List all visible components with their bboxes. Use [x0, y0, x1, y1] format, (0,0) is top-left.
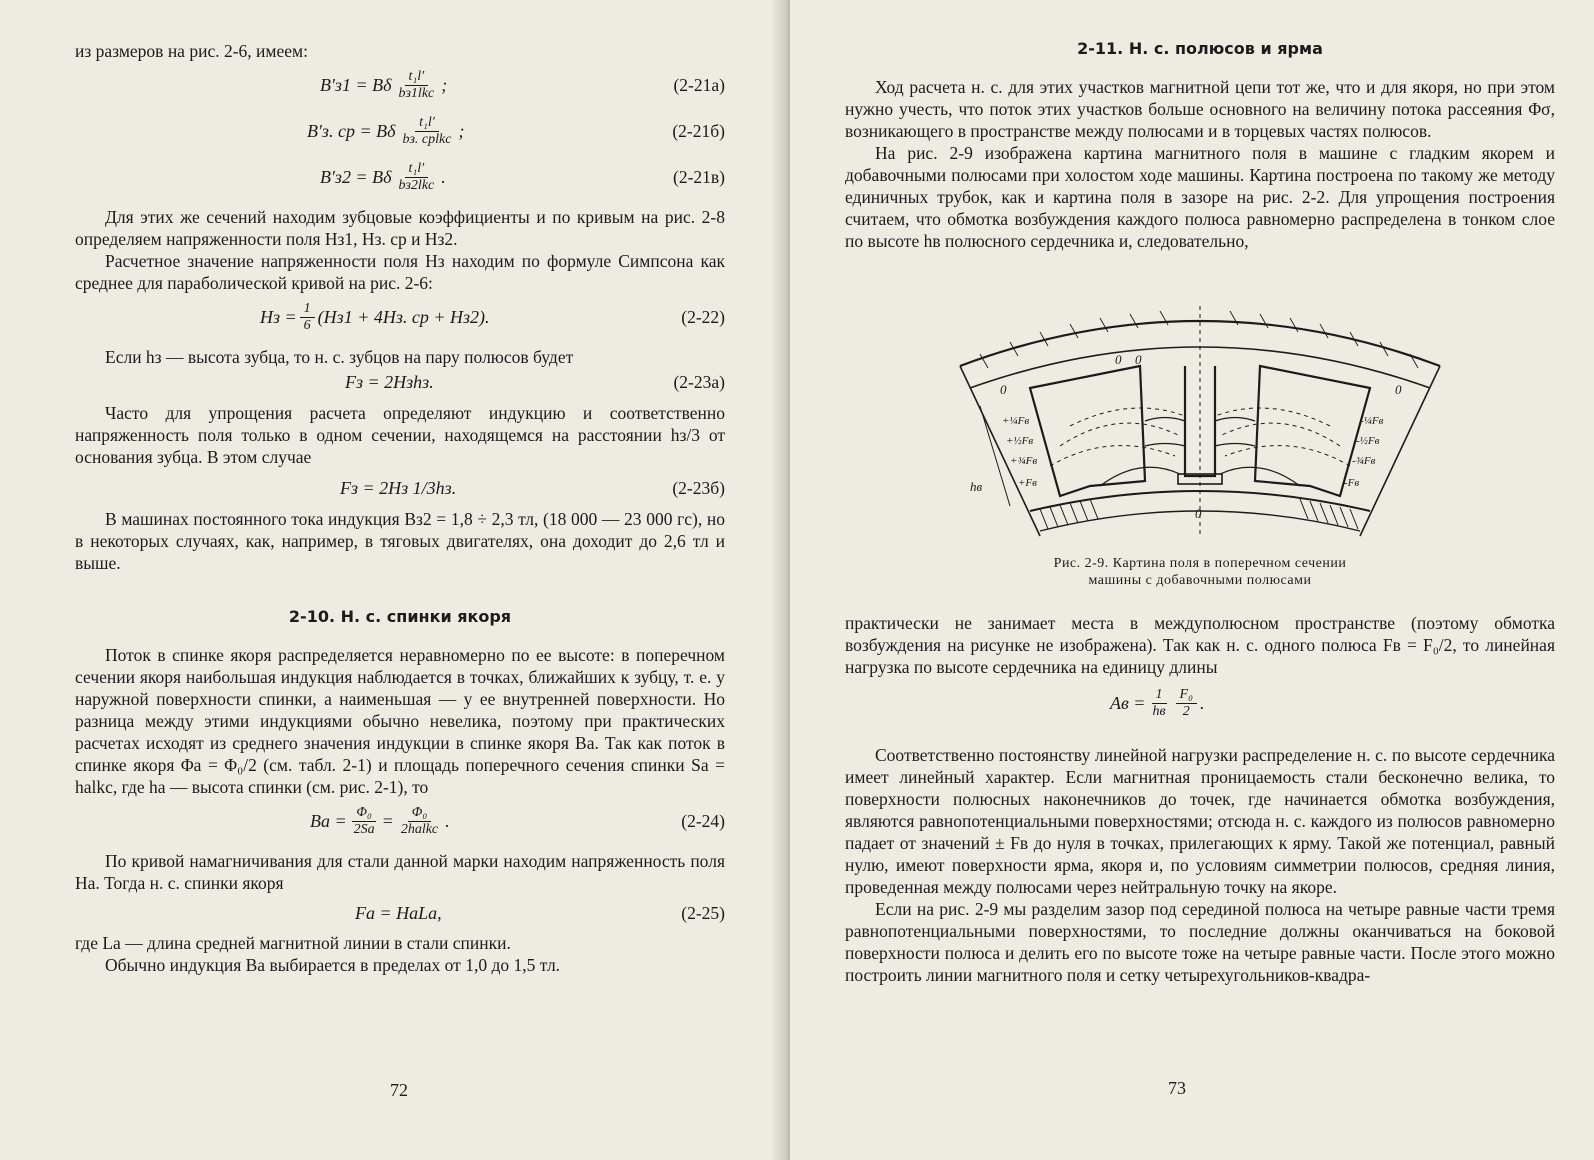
paragraph: Для этих же сечений находим зубцовые коэффициенты и по кривым на рис. 2-8 определяем напряженности поля Hз1, Hз. ср и Hз2. — [75, 207, 725, 249]
label-zero: 0 — [1195, 506, 1202, 521]
paragraph: Обычно индукция Ba выбирается в пределах от 1,0 до 1,5 тл. — [105, 955, 561, 975]
label-potential: -Fв — [1344, 477, 1360, 489]
label-potential: +Fв — [1018, 477, 1037, 489]
equation-number: (2-21в) — [673, 167, 725, 187]
label-potential: -¼Fв — [1360, 415, 1384, 427]
formula-2-25: Fa = HaLa, (2-25) — [355, 903, 725, 923]
label-potential: +¼Fв — [1002, 415, 1030, 427]
page-number: 72 — [390, 1080, 408, 1100]
equation-number: (2-25) — [681, 903, 725, 923]
section-heading: 2-10. Н. с. спинки якоря — [288, 607, 512, 626]
equation-number: (2-21б) — [672, 121, 725, 141]
label-zero: 0 — [1135, 352, 1142, 367]
formula-2-21c: B′з2 = Bδ $\frac{\text{t₁l′}}{\text{bз2lkc}}$ . (2-21в) — [320, 160, 725, 193]
formula-2-22: Hз = $\frac{1}{6}$ (Hз1 + 4Hз. ср + Hз2). (2-22) — [260, 300, 725, 333]
left-column — [75, 40, 725, 976]
label-zero: 0 — [1115, 352, 1122, 367]
paragraph: По кривой намагничивания для стали данной марки находим напряженность поля Ha. Тогда н. с. спинки якоря — [75, 851, 725, 893]
paragraph: Ход расчета н. с. для этих участков магнитной цепи тот же, что и для якоря, но при этом нужно учесть, что поток этих участков больше основного на величину потока рассеяния Φσ, возникающего в пространстве между полюсами и в торцевых частях полюсов. — [845, 77, 1555, 141]
label-potential: -¾Fв — [1352, 455, 1376, 467]
formula-2-21a: B′з1 = Bδ $\frac{\text{t₁l′}}{\text{bз1lkc}}$ ; (2-21а) — [320, 68, 725, 101]
paragraph: где La — длина средней магнитной линии в стали спинки. — [75, 933, 511, 953]
paragraph: Часто для упрощения расчета определяют индукцию и соответственно напряженность поля только в одном сечении, находящемся на расстоянии hз/3 от основания зубца. В этом случае — [75, 403, 725, 467]
right-column — [845, 38, 1555, 252]
figure-caption: Рис. 2-9. Картина поля в поперечном сечении машины с добавочными полюсами — [1053, 556, 1347, 588]
formula-2-24: Ba = $\frac{\text{Φ₀}}{2Sa}$ = $\frac{\text{Φ₀}}{\text{2halkc}}$ . (2-24) — [310, 804, 725, 837]
equation-number: (2-22) — [681, 307, 725, 327]
section-heading: 2-11. Н. с. полюсов и ярма — [1077, 39, 1323, 58]
label-zero: 0 — [1395, 382, 1402, 397]
paragraph: Если hз — высота зубца, то н. с. зубцов на пару полюсов будет — [105, 347, 574, 367]
paragraph: Если на рис. 2-9 мы разделим зазор под серединой полюса на четыре равные части тремя равнопотенциальными поверхностями, то последние должны оканчиваться на боковой поверхности полюса и делить его по высоте тоже на четыре равные части. После этого можно построить линии магнитного поля и сетку четырехугольников-квадра- — [845, 899, 1555, 985]
left-page — [0, 0, 790, 1160]
right-page — [790, 0, 1594, 1160]
equation-number: (2-23а) — [673, 372, 725, 392]
equation-number: (2-23б) — [672, 478, 725, 498]
field-diagram — [940, 296, 1460, 546]
paragraph: Соответственно постоянству линейной нагрузки распределение н. с. по высоте сердечника имеет линейный характер. Если магнитная проницаемость стали бесконечно велика, то поверхности полюсных наконечников до точек, где начинается обмотка возбуждения, являются равнопотенциальными поверхностями; отсюда н. с. каждого из полюсов равномерно падает от значений ± Fв до нуля в точках, прилегающих к ярму. Такой же потенциал, равный нулю, имеют поверхности ярма, якоря и, по условиям симметрии полюсов, средняя линия, проведенная между полюсами через нейтральную точку на якоре. — [845, 745, 1555, 897]
paragraph: На рис. 2-9 изображена картина магнитного поля в машине с гладким якорем и добавочными полюсами при холостом ходе машины. Картина построена по такому же методу единичных трубок, как и картина поля в зазоре на рис. 2-2. Для упрощения построения считаем, что обмотка возбуждения каждого полюса равномерно распределена в тонком слое по высоте hв полюсного сердечника и, следовательно, — [845, 143, 1555, 251]
equation-number: (2-24) — [681, 811, 725, 831]
paragraph: практически не занимает места в междуполюсном пространстве (поэтому обмотка возбуждения на рисунке не изображена). Так как н. с. одного полюса Fв = F₀/2, то линейная нагрузка по высоте сердечника на единицу длины — [845, 613, 1555, 677]
formula-Av: Aв = $\frac{1}{hв}$ $\frac{\text{F₀}}{2}$ . — [1110, 686, 1205, 719]
label-potential: +½Fв — [1006, 435, 1034, 447]
label-zero: 0 — [1000, 382, 1007, 397]
label-potential: -½Fв — [1356, 435, 1380, 447]
figure-2-9 — [940, 296, 1460, 546]
paragraph: Поток в спинке якоря распределяется неравномерно по ее высоте: в поперечном сечении якоря наибольшая индукция наблюдается в точках, ближайших к зубцу, т. е. у наружной поверхности спинки, а наименьшая — у ее внутренней поверхности. Но разница между этими индукциями обычно невелика, поэтому при практических расчетах исходят из среднего значения индукции в спинке якоря Ba. Так как поток в спинке якоря Φa = Φ₀/2 (см. табл. 2-1) и площадь поперечного сечения спинки Sa = halkc, где ha — высота спинки (см. рис. 2-1), то — [75, 645, 725, 797]
formula-2-23b: Fз = 2Hз 1/3hз. (2-23б) — [340, 478, 725, 498]
label-potential: +¾Fв — [1010, 455, 1038, 467]
paragraph: Расчетное значение напряженности поля Hз находим по формуле Симпсона как среднее для параболической кривой на рис. 2-6: — [75, 251, 725, 293]
page-number: 73 — [1168, 1078, 1186, 1098]
paragraph: В машинах постоянного тока индукция Bз2 = 1,8 ÷ 2,3 тл, (18 000 — 23 000 гс), но в некоторых случаях, как, например, в тяговых двигателях, она доходит до 2,6 тл и выше. — [75, 509, 725, 573]
equation-number: (2-21а) — [673, 75, 725, 95]
right-column-lower — [845, 612, 1555, 986]
formula-2-23a: Fз = 2Hзhз. (2-23а) — [345, 372, 725, 392]
label-hv: hв — [970, 479, 983, 494]
intro-text: из размеров на рис. 2-6, имеем: — [75, 41, 308, 61]
formula-2-21b: B′з. ср = Bδ $\frac{\text{t₁l′}}{\text{bз. срlkc}}$ ; (2-21б) — [307, 114, 725, 147]
